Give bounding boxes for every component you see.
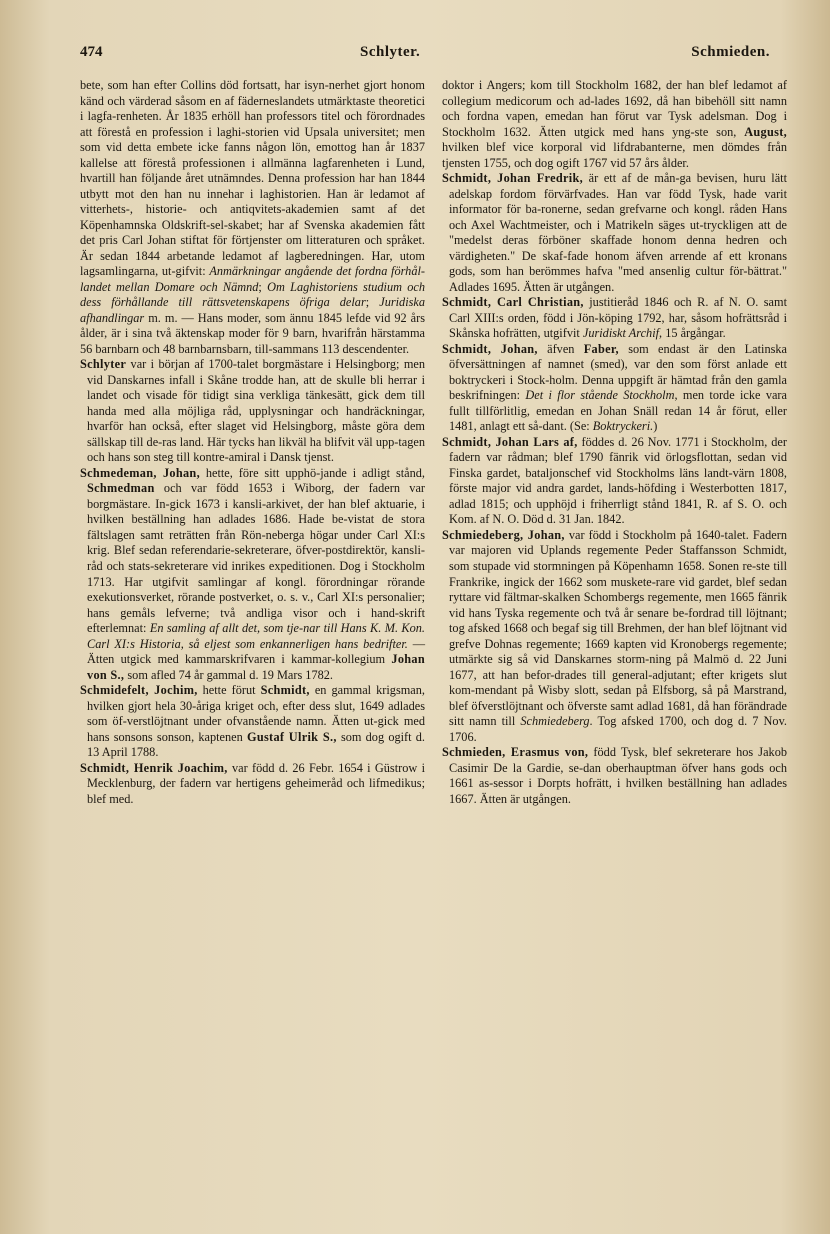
entry-text: justitieråd 1846 och R. af N. O. samt Carl XIII:s orden, född i Jön-köping 1792, har, såsom hofrättsråd i Skånska hofrätten, utgifvit [449, 295, 787, 341]
entry-text: hette förut [197, 683, 261, 698]
entry-text: ; [258, 279, 268, 294]
headword: Schmedman [87, 481, 155, 496]
italic-title: Om Laghistoriens studium och dess förhållande till rättsvetenskapens öfriga delar [80, 279, 425, 310]
entry-text: föddes d. 26 Nov. 1771 i Stockholm, der fadern var rådman; blef 1790 fänrik vid örlogsflottan, sedan vid Finska gardet, bataljonschef vid Stockholms läns landt-värn 1808, förste major vid andra gardet, lands-höfding i Westerbotten 1817, adlad 1815; och upphöjd i friherrligt stånd 1841, R. af S. O. och Kom. af N. O. Död d. 31 Jan. 1842. [449, 434, 787, 527]
entry-schlyter [80, 357, 425, 466]
headword: Schmidt, Carl Christian, [442, 295, 584, 310]
italic-title: Det i flor stående Stockholm [525, 388, 675, 403]
entry-text: en gammal krigsman, hvilken gjort hela 30-åriga kriget och, efter dess slut, 1649 adlades som öf-verstlöjtnant under ofvanstående namn. Ätten ut-gick med hans sonsons sonson, kaptenen [87, 683, 425, 744]
left-column [80, 78, 425, 807]
headword: August, [744, 124, 787, 139]
headword: Faber, [583, 341, 619, 356]
entry-text: äfven [537, 341, 584, 356]
entry-schmidt-henrik-cont [442, 78, 787, 171]
entry-text: , 15 årgångar. [659, 326, 726, 341]
entry-schmidt-johan-fredrik [442, 171, 787, 295]
entry-schmidt-johan-faber [442, 342, 787, 435]
headword: Schmidt, Johan Lars af, [442, 434, 578, 449]
entry-text: var född d. 26 Febr. 1654 i Güstrow i Mecklenburg, der fadern var hertigens geheimeråd och lifmedikus; blef med. [87, 760, 425, 806]
entry-schmieden [442, 745, 787, 807]
entry-text: är ett af de mån-ga bevisen, huru lätt adelskap fordom förvärfvades. Han var född Tysk, hade varit informator för ba-ronerne, sedan grefvarne och kongl. råden Hans och Axel Wachtmeister, och i Matrikeln säges ut-tryckligen att de "medelst deras förböner skaffade honom denna hedren och värdigheten." De skaf-fade honom äfven arrende af ett kronans gods, som han berömmes hafva "med ansenlig cultur för-bättrat." Adlades 1695. Ätten är utgången. [449, 171, 788, 294]
entry-text: hette, före sitt upphö-jande i adligt stånd, [199, 465, 425, 480]
entry-text: som endast är den Latinska öfversättningen af namnet (smed), var den som först anlade ett boktryckeri i Stock-holm. Denna uppgift är hämtad från den gamla beskrifningen: [449, 341, 787, 403]
entry-schmedeman [80, 466, 425, 683]
entry-text: hvilken blef vice korporal vid lifdrabanterne, men dömdes från tjensten 1755, och dog ogift 1767 vid 57 års ålder. [442, 140, 787, 170]
running-head-left: Schlyter. [360, 44, 421, 60]
italic-title: Schmiedeberg [520, 714, 590, 729]
entry-text: och var född 1653 i Wiborg, der fadern var borgmästare. In-gick 1673 i kansli-arkivet, der han blef aktuarie, i hvilken beställning han adlades 1686. Hade be-vistat de stora fältslagen samt reträtten från Rön-neberga högar under Carl XI:s krig. Blef sedan referendarie-sekreterare, öfver-postdirektör, kansli-råd och stats-sekreterare vid inrikes expeditionen. Dog i Stockholm 1713. Har utgifvit samlingar af kongl. förordningar rörande exekutionsverket, rörande postverket, o. s. v., Carl XI:s personalier; hans gemåls lefverne; två andliga visor och i hand-skrift efterlemnat: [87, 481, 425, 636]
entry-text: född Tysk, blef sekreterare hos Jakob Casimir De la Gardie, se-dan oberhauptman öfver hans gods och 1661 as-sessor i Dorpts hofrätt, i hvilken beställning han adlades 1667. Ätten är utgången. [449, 745, 787, 806]
headword: Schmidt, Johan Fredrik, [442, 171, 583, 186]
entry-text: bete, som han efter Collins död fortsatt, har isyn-nerhet gjort honom känd och värderad såsom en af fäderneslandets utmärktaste theoretici i lagfa-renheten. År 1835 erhöll han professors titel och förordnades att förestå en profession i laghi-storien vid Upsala universitet; men som vid detta embete icke fanns någon lön, emottog han år 1837 kallelse att förestå professionen i allmänna lagfarenheten i Lund, hvartill han följande året utnämndes. Denna profession har han 1844 utbytt mot den han nu innehar i laghistorien. Han är ledamot af vitterhets-, historie- och antiqvitets-akademien samt af det Köpenhamnska Oldskrift-sel-skabet; har af Svenska akademien fått det pris Carl Johan stiftat för förtjenster om litteraturen och språket. Är sedan 1844 arbetande ledamot af lagberedningen. Har, utom lagsamlingarna, ut-gifvit: [80, 78, 425, 279]
entry-text: som dog ogift d. 13 April 1788. [87, 729, 425, 760]
entry-text: m. m. — Hans moder, som ännu 1845 lefde vid 92 års ålder, är i sina två äktenskap moder för 9 barn, hvarifrån härstamma 56 barnbarn och 48 barnbarnsbarn, till-sammans 113 descendenter. [80, 310, 425, 356]
entry-text: . Tog afsked 1700, och dog d. 7 Nov. 1706. [449, 714, 787, 744]
italic-title: Juridiska afhandlingar [80, 295, 425, 325]
entry-schlyter-cont [80, 78, 425, 357]
headword: Schlyter [80, 357, 127, 372]
entry-text: ) [653, 419, 658, 434]
headword: Gustaf Ulrik S., [246, 729, 337, 744]
italic-title: Juridiskt Archif [582, 326, 660, 341]
entry-text: , men torde icke vara fullt tillförlitlig, emedan en Johan Snäll redan 14 år förut, eller 1481, anlagt ett så-dant. (Se: [449, 388, 787, 434]
entry-text: var född i Stockholm på 1640-talet. Fadern var majoren vid Uplands regemente Peder Staffansson Schmidt, som stupade vid stormningen på Köpenhamn 1658. Sonen re-ste till Frankrike, ingick der 1662 som muskete-rare vid gardet, blef sedan ryttare vid fältmar-skalken Schombergs regemente, men 1665 fänrik vid hans Tyska regemente och två år senare be-fordrad till löjtnant; tog afsked 1668 och begaf sig till Brehmen, der han blef löjtnant vid grefve Dohnas regemente; 1669 kapten vid Kronobergs regemente; utmärkte sig så vid Danskarnes storm-ning på Malmö d. 22 Juni 1677, att han befor-drades till general-adjutant; efter krigets slut kom-mendant på Wisby slott, sedan på Elfsborg, så på Marstrand, blef öfverstlöjtnant och öfverste samt adlad 1681, då han förändrade sitt namn till [449, 527, 787, 729]
running-head-right: Schmieden. [691, 44, 770, 60]
entry-text: ; [365, 295, 380, 310]
entry-schmidt-henrik [80, 761, 425, 808]
headword: Schmidt, [260, 683, 310, 698]
headword: Schmiedeberg, Johan, [442, 527, 565, 542]
headword: Schmedeman, Johan, [80, 465, 200, 480]
entry-schmidt-carl-christian [442, 295, 787, 342]
headword: Johan von S., [87, 652, 425, 682]
entry-text: doktor i Angers; kom till Stockholm 1682, der han blef ledamot af collegium medicorum och ad-lades 1692, då han bibehöll sitt namn och fordna vapen, emedan han förut var Tysk adelsman. Dog i Stockholm 1632. Ätten utgick med hans yng-ste son, [442, 78, 787, 139]
right-column [442, 78, 787, 807]
headword: Schmieden, Erasmus von, [442, 745, 589, 760]
italic-title: Anmärkningar angående det fordna förhål-landet mellan Domare och Nämnd [80, 264, 425, 294]
entry-schmidefelt [80, 683, 425, 761]
entry-text: — Ätten utgick med kammarskrifvaren i kammar-kollegium [87, 636, 425, 667]
entry-schmidt-johan-lars [442, 435, 787, 528]
headword: Schmidefelt, Jochim, [80, 683, 198, 698]
entry-text: var i början af 1700-talet borgmästare i Helsingborg; men vid Danskarnes infall i Skåne trodde han, att de skulle bli herrar i landet och visade för tidigt sina verkliga tänkesätt, gick dem till handa med alla möjliga råd, upplysningar och handräckningar, hvarför han också, efter slaget vid Helsingborg, måste göra dem sällskap till de-ras land. Här tycks han likväl ha blifvit väl upp-tagen och hans son steg till kontre-amiral i Dansk tjenst. [87, 357, 425, 465]
entry-text: som afled 74 år gammal d. 19 Mars 1782. [124, 667, 333, 682]
page-header [80, 44, 770, 68]
entry-schmiedeberg [442, 528, 787, 745]
italic-title: En samling af allt det, som tje-nar till Hans K. M. Kon. Carl XI:s Historia, så eljest som enkannerligen hans bedrifter. [87, 621, 425, 651]
headword: Schmidt, Johan, [442, 341, 538, 356]
italic-title: Boktryckeri. [592, 419, 654, 434]
headword: Schmidt, Henrik Joachim, [80, 760, 228, 775]
page-number: 474 [80, 44, 103, 60]
